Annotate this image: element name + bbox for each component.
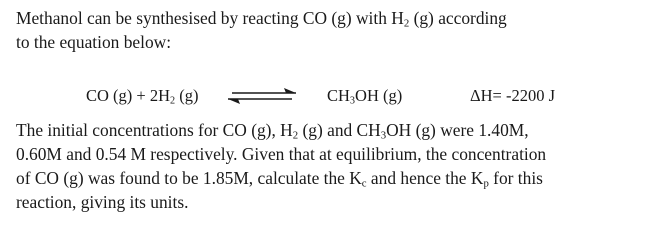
intro-line-1 (16, 8, 507, 28)
reactant-h2-subscript: 2 (170, 95, 176, 107)
ch3-subscript: 3 (380, 129, 387, 142)
equation-reactants (86, 84, 199, 108)
product-subscript: 3 (349, 95, 356, 107)
h2-subscript: 2 (403, 17, 410, 30)
reactants-state: (g) (175, 86, 199, 105)
kc-subscript: c (361, 177, 367, 190)
h2-subscript-2: 2 (292, 129, 299, 142)
question-line-3 (16, 168, 543, 188)
question-paragraph (16, 118, 642, 214)
question-text-b: (g) and CH (298, 120, 381, 140)
intro-line-2: to the equation below: (16, 32, 172, 52)
intro-paragraph (16, 6, 646, 54)
question-text-c: OH (g) were 1.40M, (386, 120, 529, 140)
question-text-a: The initial concentrations for CO (g), H (16, 120, 293, 140)
kp-subscript: p (483, 177, 489, 190)
equilibrium-arrow-icon (226, 88, 298, 104)
question-line-2: 0.60M and 0.54 M respectively. Given that at equilibrium, the concentration (16, 144, 547, 164)
question-text-e: and hence the K (366, 168, 484, 188)
product-state: OH (g) (355, 86, 403, 105)
chemical-equation (0, 84, 652, 108)
question-line-1 (16, 120, 529, 140)
reactants-text: CO (g) + 2H (86, 86, 171, 105)
intro-text-a: Methanol can be synthesised by reacting CO (g) with H (16, 8, 404, 28)
question-text-d: of CO (g) was found to be 1.85M, calculate the K (16, 168, 362, 188)
intro-text-b: (g) according (409, 8, 507, 28)
equation-product (327, 84, 402, 108)
product-text: CH (327, 86, 350, 105)
enthalpy-change: ΔH= -2200 J (470, 86, 555, 105)
question-line-4: reaction, giving its units. (16, 192, 189, 212)
question-text-f: for this (488, 168, 543, 188)
